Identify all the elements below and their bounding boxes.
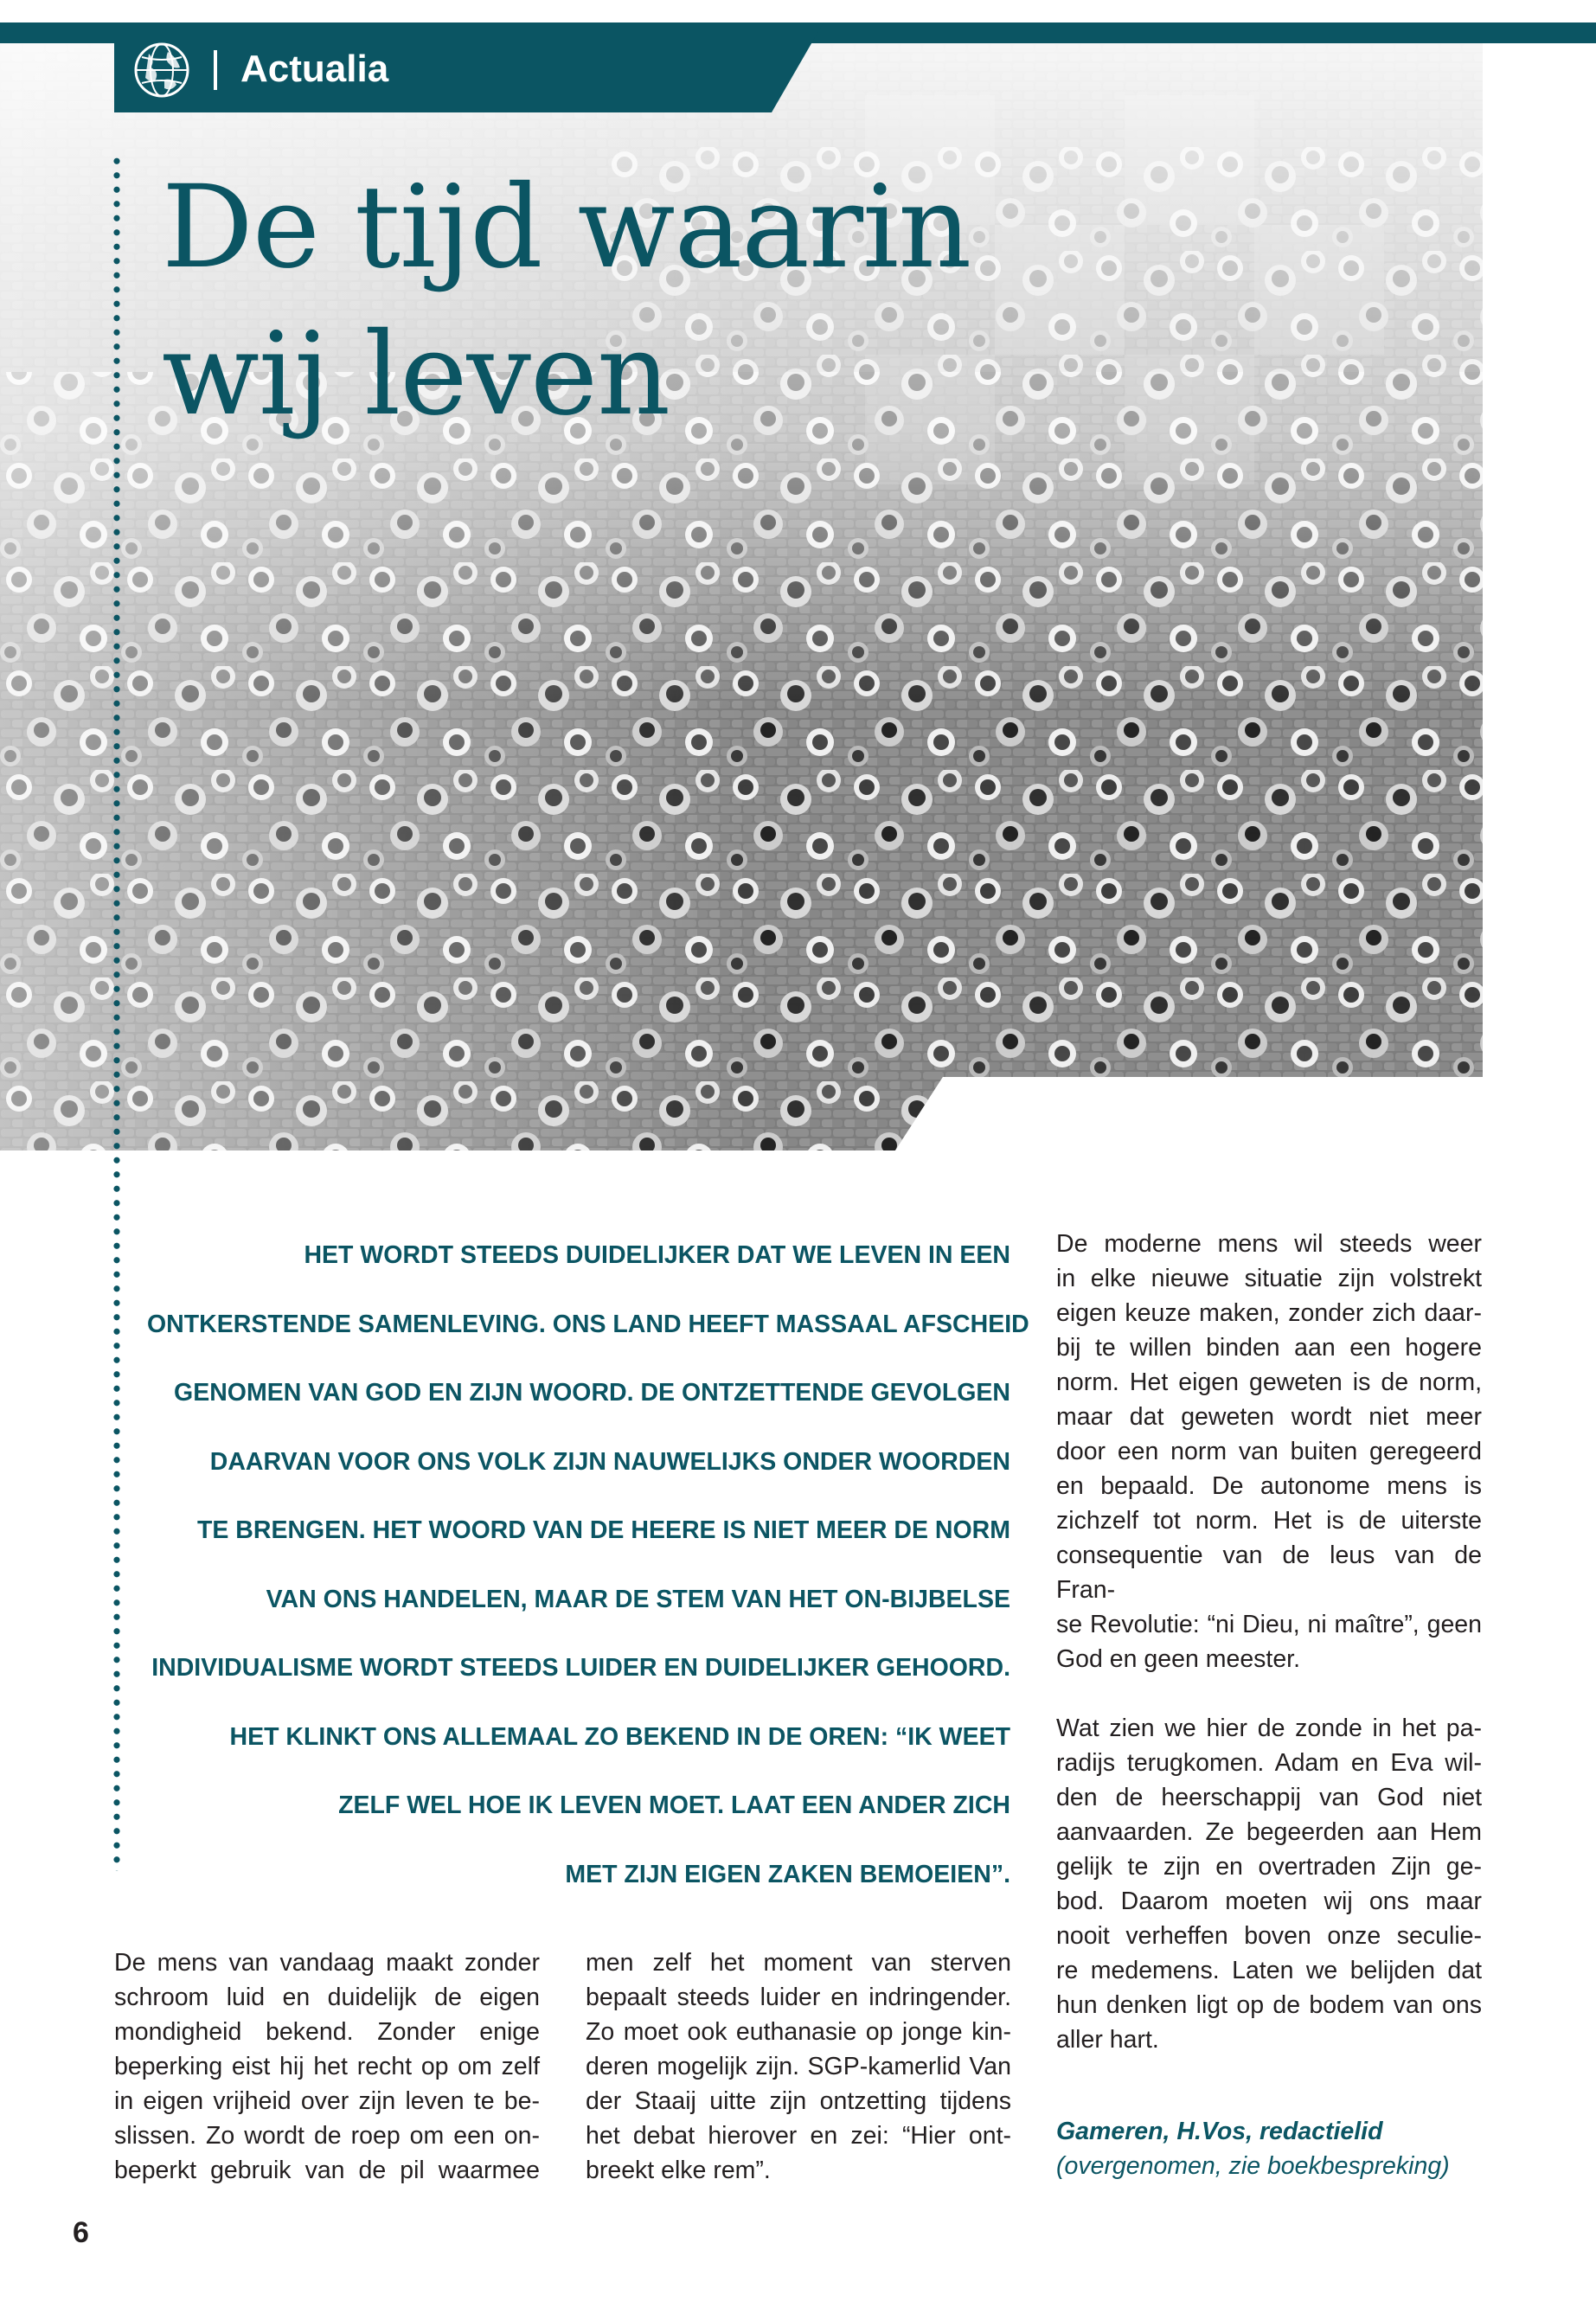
intro-line: HET KLINKT ONS ALLEMAAL ZO BEKEND IN DE OREN: “IK WEET bbox=[229, 1722, 1010, 1751]
intro-line: TE BRENGEN. HET WOORD VAN DE HEERE IS NIET MEER DE NORM bbox=[196, 1516, 1010, 1544]
body-line: maar dat geweten wordt niet meer bbox=[1056, 1403, 1482, 1431]
dotted-rule bbox=[113, 154, 120, 1871]
intro-line: GENOMEN VAN GOD EN ZIJN WOORD. DE ONTZETTENDE GEVOLGEN bbox=[174, 1379, 1010, 1407]
body-line: en bepaald. De autonome mens is bbox=[1056, 1472, 1482, 1500]
body-line: mondigheid bekend. Zonder enige bbox=[114, 2018, 540, 2046]
body-line: consequentie van de leus van de Fran- bbox=[1056, 1541, 1482, 1604]
section-label: Actualia bbox=[240, 48, 389, 90]
intro-line: VAN ONS HANDELEN, MAAR DE STEM VAN HET ON-BIJBELSE bbox=[266, 1585, 1010, 1613]
body-column-3 bbox=[1056, 1227, 1482, 2057]
page-number: 6 bbox=[73, 2216, 89, 2249]
body-line: Wat zien we hier de zonde in het pa- bbox=[1056, 1715, 1482, 1742]
body-line: door een norm van buiten geregeerd bbox=[1056, 1438, 1482, 1465]
body-line: in eigen vrijheid over zijn leven te be- bbox=[114, 2087, 540, 2115]
intro-line: ZELF WEL HOE IK LEVEN MOET. LAAT EEN ANDER ZICH bbox=[338, 1791, 1010, 1819]
author-name: Gameren, H.Vos, redactielid bbox=[1056, 2118, 1383, 2145]
body-line: het debat hierover en zei: “Hier ont- bbox=[586, 2122, 1011, 2150]
body-line: bod. Daarom moeten wij ons maar bbox=[1056, 1888, 1482, 1915]
body-column-1 bbox=[114, 1945, 540, 2188]
body-line: beperkt gebruik van de pil waarmee bbox=[114, 2157, 540, 2184]
source-note: (overgenomen, zie boekbespreking) bbox=[1056, 2152, 1450, 2180]
body-line: der Staaij uitte zijn ontzetting tijdens bbox=[586, 2087, 1011, 2115]
body-line: nooit verheffen boven onze seculie- bbox=[1056, 1922, 1482, 1950]
body-line: den de heerschappij van God niet bbox=[1056, 1784, 1482, 1811]
globe-icon bbox=[133, 42, 190, 99]
body-line: aanvaarden. Ze begeerden aan Hem bbox=[1056, 1818, 1482, 1846]
body-line: norm. Het eigen geweten is de norm, bbox=[1056, 1368, 1482, 1396]
body-line: eigen keuze maken, zonder zich daar- bbox=[1056, 1299, 1482, 1327]
body-line: radijs terugkomen. Adam en Eva wil- bbox=[1056, 1749, 1482, 1777]
body-line: God en geen meester. bbox=[1056, 1645, 1301, 1673]
body-line: De mens van vandaag maakt zonder bbox=[114, 1949, 540, 1977]
body-line: aller hart. bbox=[1056, 2026, 1159, 2054]
intro-line: DAARVAN VOOR ONS VOLK ZIJN NAUWELIJKS ONDER WOORDEN bbox=[209, 1447, 1010, 1476]
body-line: bij te willen binden aan een hogere bbox=[1056, 1334, 1482, 1362]
body-line: schroom luid en duidelijk de eigen bbox=[114, 1984, 540, 2011]
body-line: bepaalt steeds luider en indringender. bbox=[586, 1984, 1011, 2011]
intro-line: MET ZIJN EIGEN ZAKEN BEMOEIEN”. bbox=[565, 1860, 1010, 1888]
body-line: gelijk te zijn en overtraden Zijn ge- bbox=[1056, 1853, 1482, 1881]
intro-line: HET WORDT STEEDS DUIDELIJKER DAT WE LEVEN IN EEN bbox=[304, 1241, 1010, 1269]
body-line: beperking eist hij het recht op om zelf bbox=[114, 2053, 540, 2080]
body-line: in elke nieuwe situatie zijn volstrekt bbox=[1056, 1265, 1482, 1292]
body-line: breekt elke rem”. bbox=[586, 2157, 771, 2184]
body-line: slissen. Zo wordt de roep om een on- bbox=[114, 2122, 540, 2150]
body-line: se Revolutie: “ni Dieu, ni maître”, geen bbox=[1056, 1611, 1482, 1638]
title-line: wij leven bbox=[162, 308, 670, 441]
tab-divider bbox=[214, 50, 217, 90]
body-line: De moderne mens wil steeds weer bbox=[1056, 1230, 1482, 1258]
intro-line: ONTKERSTENDE SAMENLEVING. ONS LAND HEEFT MASSAAL AFSCHEID bbox=[147, 1310, 1029, 1338]
body-line: men zelf het moment van sterven bbox=[586, 1949, 1011, 1977]
body-line: deren mogelijk zijn. SGP-kamerlid Van bbox=[586, 2053, 1011, 2080]
section-header bbox=[114, 22, 824, 112]
author-signature bbox=[1056, 2114, 1541, 2183]
intro-line: INDIVIDUALISME WORDT STEEDS LUIDER EN DUIDELIJKER GEHOORD. bbox=[151, 1654, 1010, 1682]
body-column-2 bbox=[586, 1945, 1011, 2188]
body-line: re medemens. Laten we belijden dat bbox=[1056, 1957, 1482, 1984]
body-line: zichzelf tot norm. Het is de uiterste bbox=[1056, 1507, 1482, 1535]
title-line: De tijd waarin bbox=[162, 161, 971, 294]
body-line: hun denken ligt op de bodem van ons bbox=[1056, 1991, 1482, 2019]
paragraph-gap bbox=[1056, 1676, 1482, 1711]
article-title bbox=[162, 154, 971, 448]
body-line: Zo moet ook euthanasie op jonge kin- bbox=[586, 2018, 1011, 2046]
intro-lead bbox=[147, 1221, 1029, 1909]
